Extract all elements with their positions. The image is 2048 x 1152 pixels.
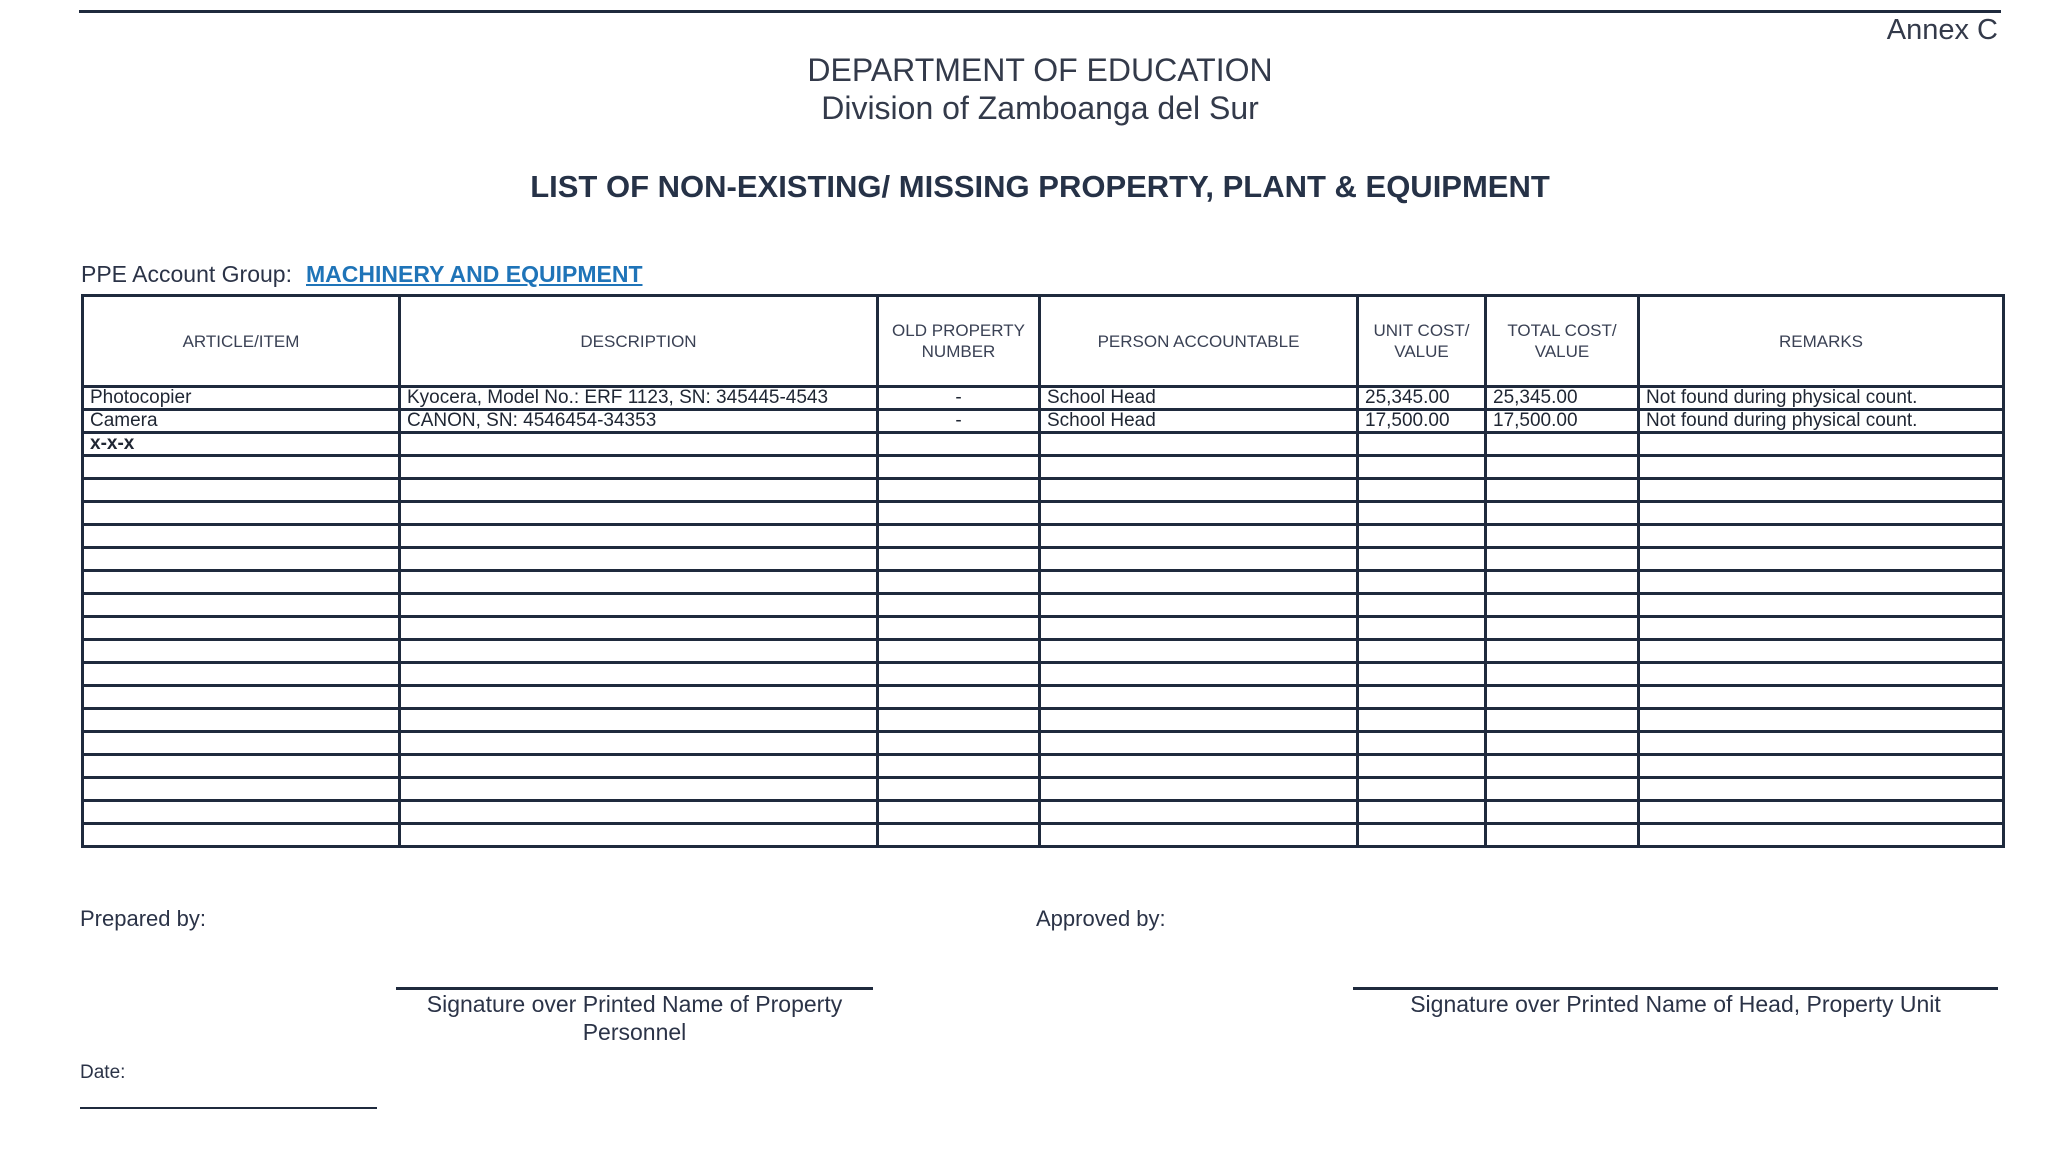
cell-total-cost bbox=[1486, 594, 1639, 617]
cell-unit-cost bbox=[1358, 778, 1486, 801]
cell-article bbox=[83, 686, 400, 709]
col-header-unit-cost: UNIT COST/ VALUE bbox=[1358, 296, 1486, 387]
cell-remarks bbox=[1639, 594, 2004, 617]
cell-description bbox=[400, 456, 878, 479]
cell-remarks bbox=[1639, 479, 2004, 502]
ppe-group-value: MACHINERY AND EQUIPMENT bbox=[306, 261, 643, 287]
cell-person-accountable: School Head bbox=[1040, 410, 1358, 433]
cell-unit-cost bbox=[1358, 640, 1486, 663]
cell-total-cost bbox=[1486, 778, 1639, 801]
approved-by-label: Approved by: bbox=[1036, 906, 1166, 931]
cell-description: Kyocera, Model No.: ERF 1123, SN: 345445-4543 bbox=[400, 387, 878, 410]
cell-person-accountable bbox=[1040, 824, 1358, 847]
cell-article: x-x-x bbox=[83, 433, 400, 456]
cell-remarks bbox=[1639, 548, 2004, 571]
cell-total-cost bbox=[1486, 663, 1639, 686]
cell-remarks bbox=[1639, 663, 2004, 686]
cell-person-accountable bbox=[1040, 548, 1358, 571]
table-row bbox=[83, 709, 2004, 732]
cell-old-property-number bbox=[878, 594, 1040, 617]
date-line bbox=[80, 1107, 377, 1109]
cell-person-accountable bbox=[1040, 594, 1358, 617]
table-row bbox=[83, 778, 2004, 801]
table-row bbox=[83, 755, 2004, 778]
cell-unit-cost bbox=[1358, 732, 1486, 755]
cell-remarks bbox=[1639, 640, 2004, 663]
department-heading: DEPARTMENT OF EDUCATION bbox=[807, 52, 1273, 88]
table-row bbox=[83, 594, 2004, 617]
table-row bbox=[83, 548, 2004, 571]
cell-remarks: Not found during physical count. bbox=[1639, 410, 2004, 433]
cell-unit-cost bbox=[1358, 663, 1486, 686]
cell-old-property-number bbox=[878, 640, 1040, 663]
table-row bbox=[83, 732, 2004, 755]
cell-person-accountable bbox=[1040, 433, 1358, 456]
cell-unit-cost bbox=[1358, 755, 1486, 778]
cell-old-property-number: - bbox=[878, 387, 1040, 410]
cell-total-cost bbox=[1486, 801, 1639, 824]
col-header-total-cost: TOTAL COST/ VALUE bbox=[1486, 296, 1639, 387]
cell-remarks bbox=[1639, 824, 2004, 847]
cell-remarks bbox=[1639, 801, 2004, 824]
col-header-old-property-number: OLD PROPERTY NUMBER bbox=[878, 296, 1040, 387]
cell-total-cost bbox=[1486, 479, 1639, 502]
cell-total-cost: 17,500.00 bbox=[1486, 410, 1639, 433]
cell-article bbox=[83, 594, 400, 617]
cell-unit-cost bbox=[1358, 801, 1486, 824]
cell-unit-cost bbox=[1358, 709, 1486, 732]
cell-article bbox=[83, 479, 400, 502]
cell-article bbox=[83, 617, 400, 640]
cell-person-accountable bbox=[1040, 801, 1358, 824]
table-row bbox=[83, 525, 2004, 548]
prepared-by-label: Prepared by: bbox=[80, 906, 206, 931]
cell-remarks bbox=[1639, 502, 2004, 525]
cell-total-cost bbox=[1486, 433, 1639, 456]
cell-description bbox=[400, 686, 878, 709]
table-row bbox=[83, 433, 2004, 456]
cell-old-property-number: - bbox=[878, 410, 1040, 433]
table-row bbox=[83, 479, 2004, 502]
cell-article bbox=[83, 709, 400, 732]
cell-description bbox=[400, 801, 878, 824]
cell-remarks bbox=[1639, 571, 2004, 594]
cell-person-accountable bbox=[1040, 502, 1358, 525]
cell-remarks bbox=[1639, 617, 2004, 640]
table-row bbox=[83, 640, 2004, 663]
cell-total-cost bbox=[1486, 502, 1639, 525]
table-header-row bbox=[83, 296, 2004, 387]
cell-unit-cost: 17,500.00 bbox=[1358, 410, 1486, 433]
cell-remarks bbox=[1639, 778, 2004, 801]
cell-person-accountable bbox=[1040, 686, 1358, 709]
cell-unit-cost bbox=[1358, 548, 1486, 571]
table-row bbox=[83, 801, 2004, 824]
signature-label-head-property-unit: Signature over Printed Name of Head, Property Unit bbox=[1410, 991, 1941, 1017]
cell-description bbox=[400, 778, 878, 801]
cell-old-property-number bbox=[878, 686, 1040, 709]
date-label: Date: bbox=[80, 1062, 126, 1083]
table-row bbox=[83, 410, 2004, 433]
cell-remarks bbox=[1639, 709, 2004, 732]
signature-label-property-personnel: Signature over Printed Name of Property Personnel bbox=[426, 991, 843, 1045]
cell-article: Photocopier bbox=[83, 387, 400, 410]
cell-total-cost bbox=[1486, 709, 1639, 732]
cell-old-property-number bbox=[878, 571, 1040, 594]
cell-article bbox=[83, 778, 400, 801]
cell-total-cost bbox=[1486, 525, 1639, 548]
cell-old-property-number bbox=[878, 755, 1040, 778]
cell-person-accountable bbox=[1040, 479, 1358, 502]
table-row bbox=[83, 456, 2004, 479]
cell-article bbox=[83, 640, 400, 663]
table-row bbox=[83, 617, 2004, 640]
cell-description bbox=[400, 755, 878, 778]
cell-person-accountable bbox=[1040, 617, 1358, 640]
cell-person-accountable bbox=[1040, 456, 1358, 479]
cell-description bbox=[400, 433, 878, 456]
ppe-group-label: PPE Account Group: bbox=[81, 261, 292, 287]
table-row bbox=[83, 686, 2004, 709]
annex-label: Annex C bbox=[1886, 14, 1998, 46]
cell-article bbox=[83, 548, 400, 571]
cell-remarks bbox=[1639, 686, 2004, 709]
document-title: LIST OF NON-EXISTING/ MISSING PROPERTY, PLANT & EQUIPMENT bbox=[530, 169, 1550, 204]
cell-old-property-number bbox=[878, 778, 1040, 801]
cell-description bbox=[400, 594, 878, 617]
cell-person-accountable bbox=[1040, 571, 1358, 594]
cell-old-property-number bbox=[878, 456, 1040, 479]
cell-unit-cost bbox=[1358, 456, 1486, 479]
cell-unit-cost bbox=[1358, 525, 1486, 548]
cell-article bbox=[83, 502, 400, 525]
property-table bbox=[81, 294, 2005, 848]
cell-description bbox=[400, 617, 878, 640]
cell-description bbox=[400, 571, 878, 594]
cell-article: Camera bbox=[83, 410, 400, 433]
table-row bbox=[83, 824, 2004, 847]
cell-old-property-number bbox=[878, 709, 1040, 732]
col-header-article: ARTICLE/ITEM bbox=[83, 296, 400, 387]
cell-total-cost bbox=[1486, 824, 1639, 847]
cell-article bbox=[83, 755, 400, 778]
cell-article bbox=[83, 732, 400, 755]
top-rule bbox=[79, 10, 2001, 13]
cell-remarks bbox=[1639, 525, 2004, 548]
cell-person-accountable bbox=[1040, 663, 1358, 686]
cell-person-accountable bbox=[1040, 709, 1358, 732]
cell-unit-cost bbox=[1358, 479, 1486, 502]
cell-description bbox=[400, 824, 878, 847]
cell-old-property-number bbox=[878, 525, 1040, 548]
cell-article bbox=[83, 801, 400, 824]
cell-unit-cost bbox=[1358, 433, 1486, 456]
col-header-remarks: REMARKS bbox=[1639, 296, 2004, 387]
cell-total-cost bbox=[1486, 755, 1639, 778]
cell-article bbox=[83, 456, 400, 479]
cell-description bbox=[400, 663, 878, 686]
division-heading: Division of Zamboanga del Sur bbox=[821, 90, 1259, 126]
table-row bbox=[83, 571, 2004, 594]
cell-remarks bbox=[1639, 755, 2004, 778]
cell-old-property-number bbox=[878, 433, 1040, 456]
cell-remarks bbox=[1639, 456, 2004, 479]
cell-total-cost bbox=[1486, 686, 1639, 709]
cell-person-accountable: School Head bbox=[1040, 387, 1358, 410]
cell-total-cost bbox=[1486, 732, 1639, 755]
cell-unit-cost bbox=[1358, 824, 1486, 847]
cell-total-cost bbox=[1486, 548, 1639, 571]
cell-description bbox=[400, 525, 878, 548]
cell-old-property-number bbox=[878, 732, 1040, 755]
cell-unit-cost bbox=[1358, 502, 1486, 525]
cell-total-cost bbox=[1486, 640, 1639, 663]
cell-article bbox=[83, 824, 400, 847]
cell-old-property-number bbox=[878, 663, 1040, 686]
table-row bbox=[83, 502, 2004, 525]
cell-old-property-number bbox=[878, 801, 1040, 824]
cell-remarks bbox=[1639, 732, 2004, 755]
cell-description bbox=[400, 732, 878, 755]
cell-description bbox=[400, 479, 878, 502]
cell-total-cost bbox=[1486, 617, 1639, 640]
cell-old-property-number bbox=[878, 479, 1040, 502]
cell-article bbox=[83, 525, 400, 548]
col-header-description: DESCRIPTION bbox=[400, 296, 878, 387]
cell-description: CANON, SN: 4546454-34353 bbox=[400, 410, 878, 433]
cell-unit-cost bbox=[1358, 594, 1486, 617]
cell-total-cost bbox=[1486, 571, 1639, 594]
cell-person-accountable bbox=[1040, 732, 1358, 755]
cell-remarks bbox=[1639, 433, 2004, 456]
cell-unit-cost bbox=[1358, 686, 1486, 709]
col-header-person-accountable: PERSON ACCOUNTABLE bbox=[1040, 296, 1358, 387]
cell-person-accountable bbox=[1040, 525, 1358, 548]
cell-description bbox=[400, 709, 878, 732]
cell-unit-cost bbox=[1358, 571, 1486, 594]
cell-description bbox=[400, 640, 878, 663]
cell-old-property-number bbox=[878, 502, 1040, 525]
cell-old-property-number bbox=[878, 824, 1040, 847]
cell-total-cost: 25,345.00 bbox=[1486, 387, 1639, 410]
cell-old-property-number bbox=[878, 617, 1040, 640]
cell-article bbox=[83, 663, 400, 686]
cell-remarks: Not found during physical count. bbox=[1639, 387, 2004, 410]
cell-old-property-number bbox=[878, 548, 1040, 571]
cell-total-cost bbox=[1486, 456, 1639, 479]
cell-article bbox=[83, 571, 400, 594]
cell-unit-cost: 25,345.00 bbox=[1358, 387, 1486, 410]
cell-person-accountable bbox=[1040, 755, 1358, 778]
cell-description bbox=[400, 502, 878, 525]
cell-person-accountable bbox=[1040, 640, 1358, 663]
cell-unit-cost bbox=[1358, 617, 1486, 640]
table-row bbox=[83, 663, 2004, 686]
cell-description bbox=[400, 548, 878, 571]
cell-person-accountable bbox=[1040, 778, 1358, 801]
table-row bbox=[83, 387, 2004, 410]
